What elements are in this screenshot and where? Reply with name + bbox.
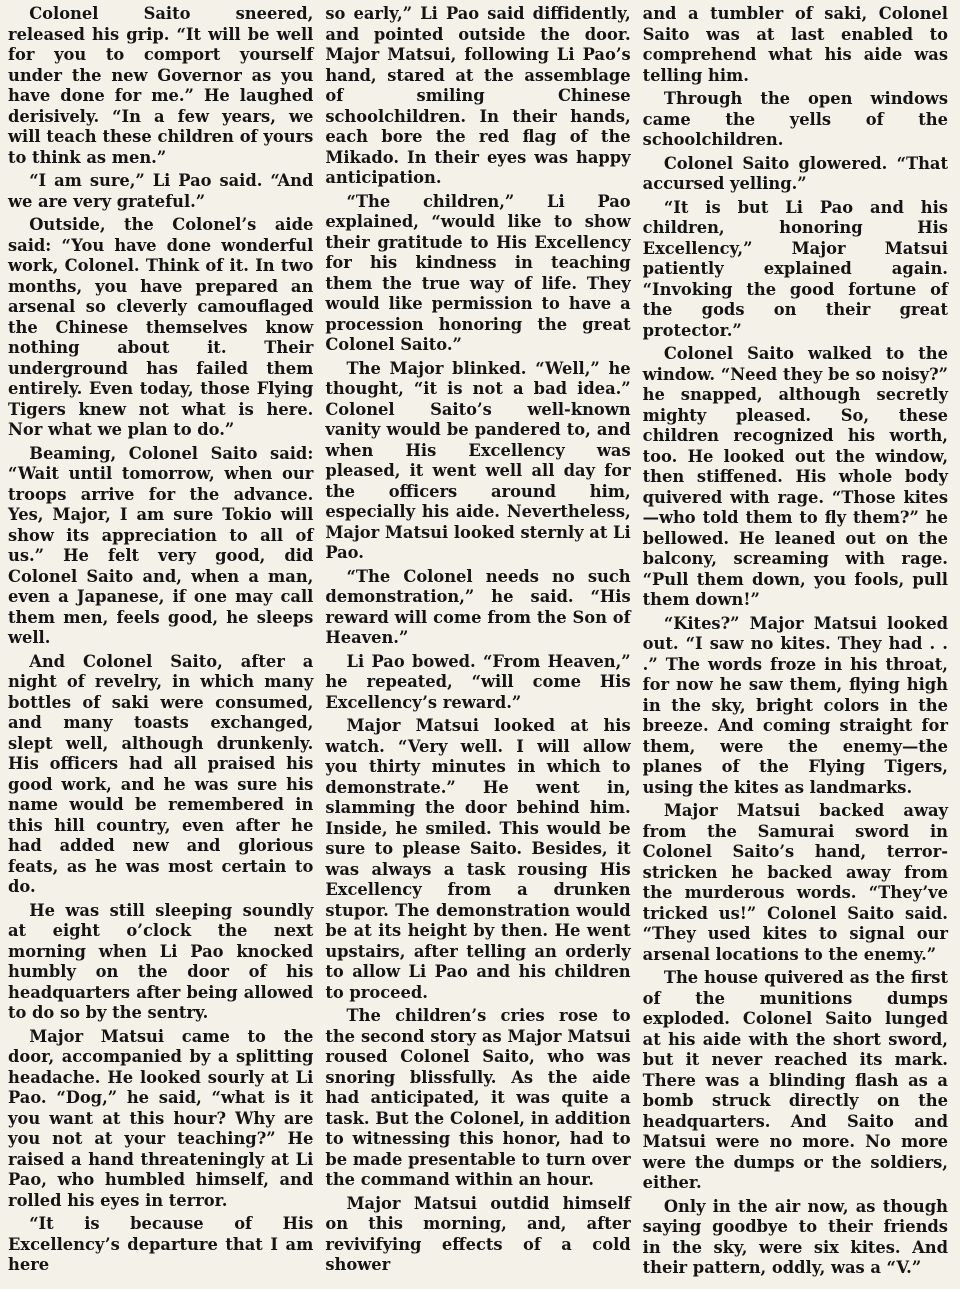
paragraph: Through the open windows came the yells of the schoolchildren. xyxy=(642,89,948,149)
paragraph: Major Matsui looked at his watch. “Very well. I will allow you thirty minutes in which to demonstrate.” He went in, slamming the door behind him. Inside, he smiled. This would be sure to please Saito. Besides, it was always a task rousing His Excellency from a drunken stupor. The demonstration would be at its height by then. He went upstairs, after telling an orderly to allow Li Pao and his children to proceed. xyxy=(325,716,631,1002)
paragraph-continued: so early,” Li Pao said diffidently, and pointed outside the door. Major Matsui, following Li Pao’s hand, stared at the assemblage of smiling Chinese schoolchildren. In their hands, each bore the red flag of the Mikado. In their eyes was happy anticipation. xyxy=(325,4,631,187)
paragraph: And Colonel Saito, after a night of revelry, in which many bottles of saki were consumed, and many toasts exchanged, slept well, although drunkenly. His officers had all praised his good work, and he was sure his name would be remembered in this hill country, even after he had added new and glorious feats, as he was most certain to do. xyxy=(8,651,314,896)
paragraph: Only in the air now, as though saying goodbye to their friends in the sky, were six kites. And their pattern, oddly, was a “V.” xyxy=(642,1196,948,1277)
paragraph: Major Matsui came to the door, accompanied by a splitting headache. He looked sourly at Li Pao. “Dog,” he said, “what is it you want at this hour? Why are you not at your teaching?” He raised a hand threateningly at Li Pao, who humbled himself, and rolled his eyes in terror. xyxy=(8,1026,314,1210)
paragraph-continued: and a tumbler of saki, Colonel Saito was at last enabled to comprehend what his aide was telling him. xyxy=(642,4,948,85)
paragraph: Colonel Saito walked to the window. “Need they be so noisy?” he snapped, although secretly mighty pleased. So, these children recognized his worth, too. He looked out the window, then stiffened. His whole body quivered with rage. “Those kites —who told them to fly them?” he bellowed. He leaned out on the balcony, screaming with rage. “Pull them down, you fools, pull them down!” xyxy=(642,344,948,609)
paragraph: He was still sleeping soundly at eight o’clock the next morning when Li Pao knocked humbly on the door of his headquarters after being allowed to do so by the sentry. xyxy=(8,900,314,1022)
paragraph: “It is but Li Pao and his children, honoring His Excellency,” Major Matsui patiently explained again. “Invoking the good fortune of the gods on their great protector.” xyxy=(642,197,948,340)
paragraph: Outside, the Colonel’s aide said: “You have done wonderful work, Colonel. Think of it. In two months, you have prepared an arsenal so cleverly camouflaged the Chinese themselves know nothing about it. Their underground has failed them entirely. Even today, those Flying Tigers knew not what is here. Nor what we plan to do.” xyxy=(8,215,314,439)
text-column-3 xyxy=(643,4,948,1289)
paragraph: The children’s cries rose to the second story as Major Matsui roused Colonel Saito, who was snoring blissfully. As the aide had anticipated, it was quite a task. But the Colonel, in addition to witnessing this honor, had to be made presentable to turn over the command within an hour. xyxy=(325,1006,631,1189)
paragraph: Colonel Saito glowered. “That accursed yelling.” xyxy=(642,153,948,193)
paragraph: The Major blinked. “Well,” he thought, “it is not a bad idea.” Colonel Saito’s well-known vanity would be pandered to, and when His Excellency was pleased, it went well all day for the officers around him, especially his aide. Nevertheless, Major Matsui looked sternly at Li Pao. xyxy=(325,358,631,562)
paragraph: “The Colonel needs no such demonstration,” he said. “His reward will come from the Son of Heaven.” xyxy=(325,566,631,647)
paragraph: Beaming, Colonel Saito said: “Wait until tomorrow, when our troops arrive for the advance. Yes, Major, I am sure Tokio will show its appreciation to all of us.” He felt very good, did Colonel Saito and, when a man, even a Japanese, if one may call them men, feels good, he sleeps well. xyxy=(8,443,314,647)
paragraph: Major Matsui outdid himself on this morning, and, after revivifying effects of a cold shower xyxy=(325,1193,631,1274)
paragraph: Major Matsui backed away from the Samurai sword in Colonel Saito’s hand, terror-stricken he backed away from the murderous words. “They’ve tricked us!” Colonel Saito said. “They used kites to signal our arsenal locations to the enemy.” xyxy=(642,801,948,964)
paragraph: “Kites?” Major Matsui looked out. “I saw no kites. They had . . .” The words froze in his throat, for now he saw them, flying high in the sky, bright colors in the breeze. And coming straight for them, were the enemy—the planes of the Flying Tigers, using the kites as landmarks. xyxy=(642,613,948,797)
paragraph: “It is because of His Excellency’s departure that I am here xyxy=(8,1214,314,1274)
paragraph: Li Pao bowed. “From Heaven,” he repeated, “will come His Excellency’s reward.” xyxy=(325,651,631,712)
paragraph: Colonel Saito sneered, released his grip. “It will be well for you to comport yourself under the new Governor as you have done for me.” He laughed derisively. “In a few years, we will teach these children of yours to think as men.” xyxy=(8,4,314,167)
text-column-1 xyxy=(8,4,313,1289)
text-column-2 xyxy=(325,4,630,1289)
paragraph: “The children,” Li Pao explained, “would like to show their gratitude to His Excellency for his kindness in teaching them the true way of life. They would like permission to have a procession honoring the great Colonel Saito.” xyxy=(325,191,631,354)
paragraph: The house quivered as the first of the munitions dumps exploded. Colonel Saito lunged at his aide with the short sword, but it never reached its mark. There was a blinding flash as a bomb struck directly on the headquarters. And Saito and Matsui were no more. No more were the dumps or the soldiers, either. xyxy=(642,968,948,1192)
paragraph: “I am sure,” Li Pao said. “And we are very grateful.” xyxy=(8,171,314,211)
